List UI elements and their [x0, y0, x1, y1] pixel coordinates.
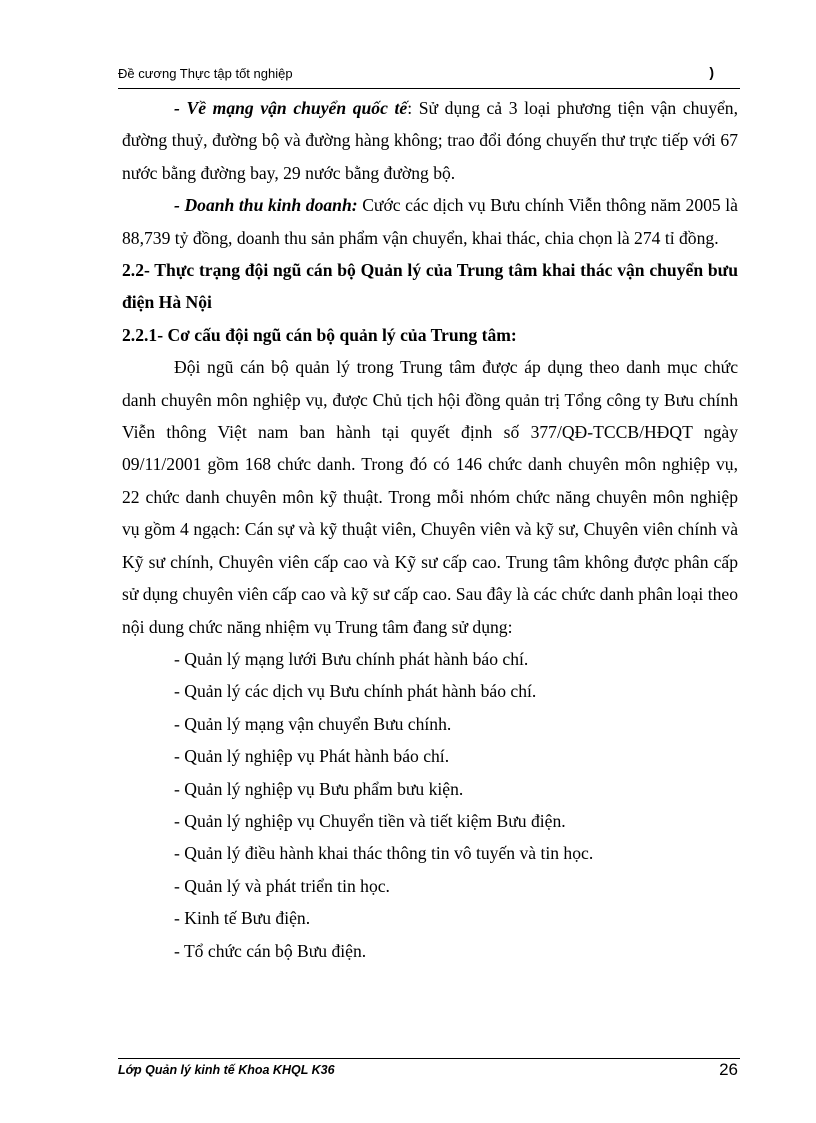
paragraph-label: - Doanh thu kinh doanh:	[174, 195, 358, 216]
header-divider	[118, 88, 740, 89]
list-item: - Quản lý mạng vận chuyển Bưu chính.	[174, 713, 452, 734]
footer-divider	[118, 1058, 740, 1059]
list-item: - Quản lý và phát triển tin học.	[174, 875, 390, 896]
paragraph-staff-structure: Đội ngũ cán bộ quản lý trong Trung tâm được áp dụng theo danh mục chức danh chuyên môn nghiệp vụ, được Chủ tịch hội đồng quản trị Tổng công ty Bưu chính Viễn thông Việt nam ban hành tại quyết định số 377/QĐ-TCCB/HĐQT ngày 09/11/2001 gồm 168 chức danh. Trong đó có 146 chức danh chuyên môn nghiệp vụ, 22 chức danh chuyên môn kỹ thuật. Trong mỗi nhóm chức năng chuyên môn nghiệp vụ gồm 4 ngạch: Cán sự và kỹ thuật viên, Chuyên viên và kỹ sư, Chuyên viên chính và Kỹ sư chính, Chuyên viên cấp cao và Kỹ sư cấp cao. Trung tâm không được phân cấp sử dụng chuyên viên cấp cao và kỹ sư cấp cao. Sau đây là các chức danh phân loại theo nội dung chức năng nhiệm vụ Trung tâm đang sử dụng:	[122, 357, 738, 637]
list-item: - Tổ chức cán bộ Bưu điện.	[174, 940, 367, 961]
paragraph-text: : Sử dụng cả 3 loại phương tiện vận chuyển, đường thuỷ, đường bộ và đường hàng không; trao đổi đóng chuyến thư trực tiếp với 67 nước bằng đường bay, 29 nước bằng đường bộ.	[122, 98, 738, 183]
list-item: - Quản lý nghiệp vụ Phát hành báo chí.	[174, 746, 450, 767]
list-item: - Quản lý các dịch vụ Bưu chính phát hành báo chí.	[174, 681, 537, 702]
header-title: Đề cương Thực tập tốt nghiệp	[118, 66, 293, 81]
paragraph-revenue	[122, 189, 738, 254]
section-heading-2-2: 2.2- Thực trạng đội ngũ cán bộ Quản lý của Trung tâm khai thác vận chuyển bưu điện Hà Nội	[122, 260, 738, 313]
document-body	[122, 92, 738, 967]
list-item: - Quản lý mạng lưới Bưu chính phát hành báo chí.	[174, 648, 529, 669]
list-item: - Quản lý nghiệp vụ Chuyển tiền và tiết kiệm Bưu điện.	[174, 810, 566, 831]
list-item: - Kinh tế Bưu điện.	[174, 908, 311, 929]
page-footer	[118, 1060, 740, 1084]
page-header	[118, 62, 714, 84]
paragraph-text: Cước các dịch vụ Bưu chính Viễn thông năm 2005 là 88,739 tỷ đồng, doanh thu sản phẩm vận chuyển, khai thác, chia chọn là 274 tỉ đồng.	[122, 195, 738, 248]
header-mark: )	[709, 64, 714, 80]
footer-class-info: Lớp Quản lý kinh tế Khoa KHQL K36	[118, 1063, 335, 1077]
list-item: - Quản lý điều hành khai thác thông tin vô tuyến và tin học.	[174, 843, 594, 864]
job-title-list	[122, 643, 738, 967]
section-heading-2-2-1: 2.2.1- Cơ cấu đội ngũ cán bộ quản lý của Trung tâm:	[122, 324, 517, 345]
list-item: - Quản lý nghiệp vụ Bưu phẩm bưu kiện.	[174, 778, 464, 799]
page-number: 26	[719, 1060, 738, 1079]
paragraph-label: - Về mạng vận chuyển quốc tế	[174, 98, 408, 118]
paragraph-international-transport	[122, 92, 738, 189]
